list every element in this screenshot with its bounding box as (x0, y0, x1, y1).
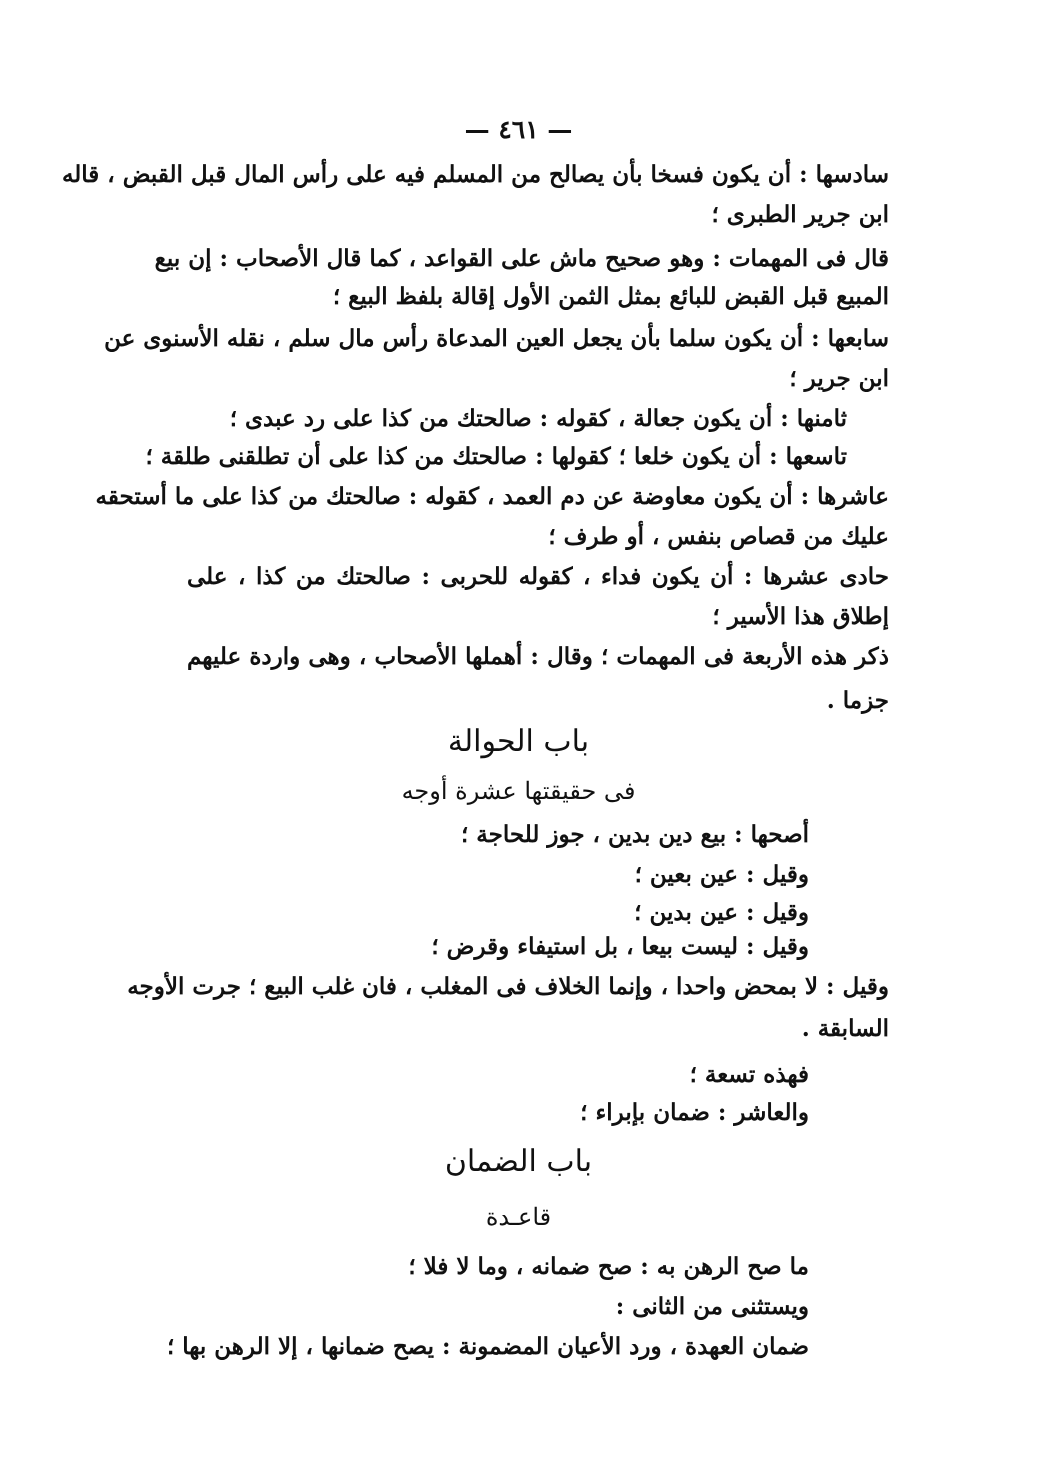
text-line: ابن جرير الطبرى ؛ (711, 201, 889, 228)
text-line: إطلاق هذا الأسير ؛ (712, 603, 889, 630)
text-line: ما صح الرهن به : صح ضمانه ، وما لا فلا ؛ (408, 1253, 809, 1280)
chapter-heading-hawala: باب الحوالة (447, 724, 590, 759)
chapter-heading-daman: باب الضمان (444, 1144, 593, 1179)
text-line: تاسعها : أن يكون خلعا ؛ كقولها : صالحتك من كذا على أن تطلقنى طلقة ؛ (145, 443, 847, 470)
text-line: جزما . (826, 687, 889, 714)
text-line: والعاشر : ضمان بإبراء ؛ (580, 1099, 809, 1126)
text-line: ضمان العهدة ، ورد الأعيان المضمونة : يصح ضمانها ، إلا الرهن بها ؛ (166, 1333, 809, 1360)
text-line: وقيل : ليست بيعا ، بل استيفاء وقرض ؛ (431, 933, 809, 960)
text-line: سادسها : أن يكون فسخا بأن يصالح من المسلم فيه على رأس المال قبل القبض ، قاله (61, 161, 889, 188)
text-line: ويستثنى من الثانى : (615, 1293, 809, 1320)
text-line: وقيل : لا بمحض واحدا ، وإنما الخلاف فى المغلب ، فان غلب البيع ؛ جرت الأوجه (127, 973, 889, 1000)
page-number: — ٤٦١ — (464, 115, 573, 144)
text-line: السابقة . (801, 1015, 889, 1042)
text-line: وقيل : عين بدين ؛ (634, 899, 809, 926)
text-line: ابن جرير ؛ (789, 365, 889, 392)
text-line: حادى عشرها : أن يكون فداء ، كقوله للحربى : صالحتك من كذا ، على (187, 563, 889, 590)
text-line: ذكر هذه الأربعة فى المهمات ؛ وقال : أهملها الأصحاب ، وهى واردة عليهم (187, 643, 889, 670)
text-line: وقيل : عين بعين ؛ (634, 861, 809, 888)
text-line: قال فى المهمات : وهو صحيح ماش على القواعد ، كما قال الأصحاب : إن بيع (154, 245, 889, 272)
text-line: عاشرها : أن يكون معاوضة عن دم العمد ، كقوله : صالحتك من كذا على ما أستحقه (95, 483, 889, 510)
text-line: عليك من قصاص بنفس ، أو طرف ؛ (548, 523, 889, 550)
text-line: فهذه تسعة ؛ (689, 1061, 809, 1088)
chapter-subheading: فى حقيقتها عشرة أوجه (401, 777, 636, 805)
text-line: أصحها : بيع دين بدين ، جوز للحاجة ؛ (460, 821, 809, 848)
text-line: المبيع قبل القبض للبائع بمثل الثمن الأول إقالة بلفظ البيع ؛ (332, 283, 889, 310)
rule-heading: قاعـدة (485, 1203, 552, 1231)
text-line: سابعها : أن يكون سلما بأن يجعل العين المدعاة رأس مال سلم ، نقله الأسنوى عن (104, 325, 889, 352)
text-line: ثامنها : أن يكون جعالة ، كقوله : صالحتك من كذا على رد عبدى ؛ (229, 405, 847, 432)
